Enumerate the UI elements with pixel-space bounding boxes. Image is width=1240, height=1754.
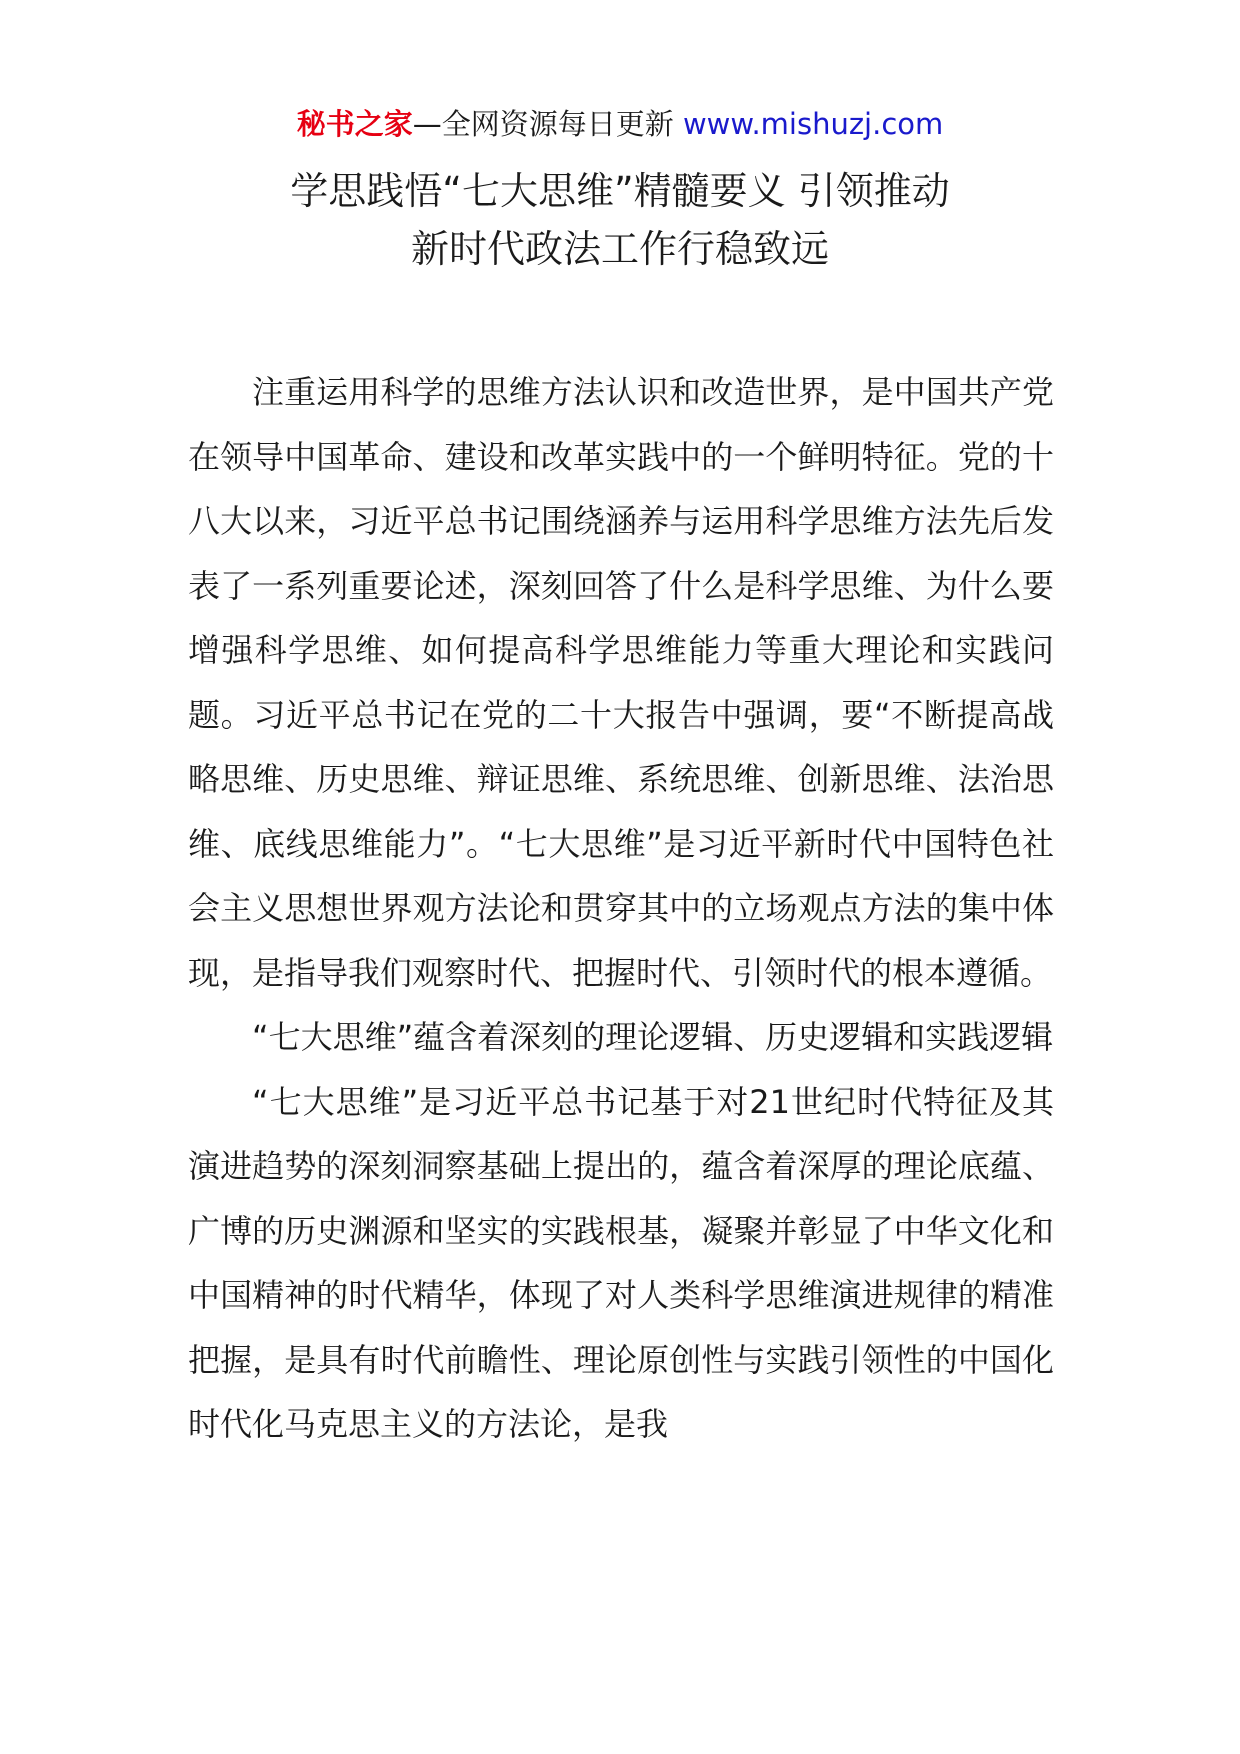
body-paragraph: 注重运用科学的思维方法认识和改造世界，是中国共产党在领导中国革命、建设和改革实践中的一个鲜明特征。党的十八大以来，习近平总书记围绕涵养与运用科学思维方法先后发表了一系列重要论述，深刻回答了什么是科学思维、为什么要增强科学思维、如何提高科学思维能力等重大理论和实践问题。习近平总书记在党的二十大报告中强调，要“不断提高战略思维、历史思维、辩证思维、系统思维、创新思维、法治思维、底线思维能力”。“七大思维”是习近平新时代中国特色社会主义思想世界观方法论和贯穿其中的立场观点方法的集中体现，是指导我们观察时代、把握时代、引领时代的根本遵循。: [188, 373, 1054, 992]
site-url-link[interactable]: www.mishuzj.com: [682, 107, 944, 141]
document-body: [188, 360, 1054, 1457]
title-line-1: 学思践悟“七大思维”精髓要义 引领推动: [290, 169, 950, 213]
document-title: [0, 162, 1240, 278]
brand-name: 秘书之家: [296, 107, 413, 141]
banner-tagline: —全网资源每日更新: [412, 107, 683, 141]
section-heading: “七大思维”蕴含着深刻的理论逻辑、历史逻辑和实践逻辑: [252, 1018, 1054, 1056]
title-line-2: 新时代政法工作行稳致远: [410, 227, 829, 271]
site-banner: [0, 104, 1240, 144]
body-paragraph: “七大思维”是习近平总书记基于对21世纪时代特征及其演进趋势的深刻洞察基础上提出的，蕴含着深厚的理论底蕴、广博的历史渊源和坚实的实践根基，凝聚并彰显了中华文化和中国精神的时代精华，体现了对人类科学思维演进规律的精准把握，是具有时代前瞻性、理论原创性与实践引领性的中国化时代化马克思主义的方法论，是我: [188, 1082, 1054, 1443]
